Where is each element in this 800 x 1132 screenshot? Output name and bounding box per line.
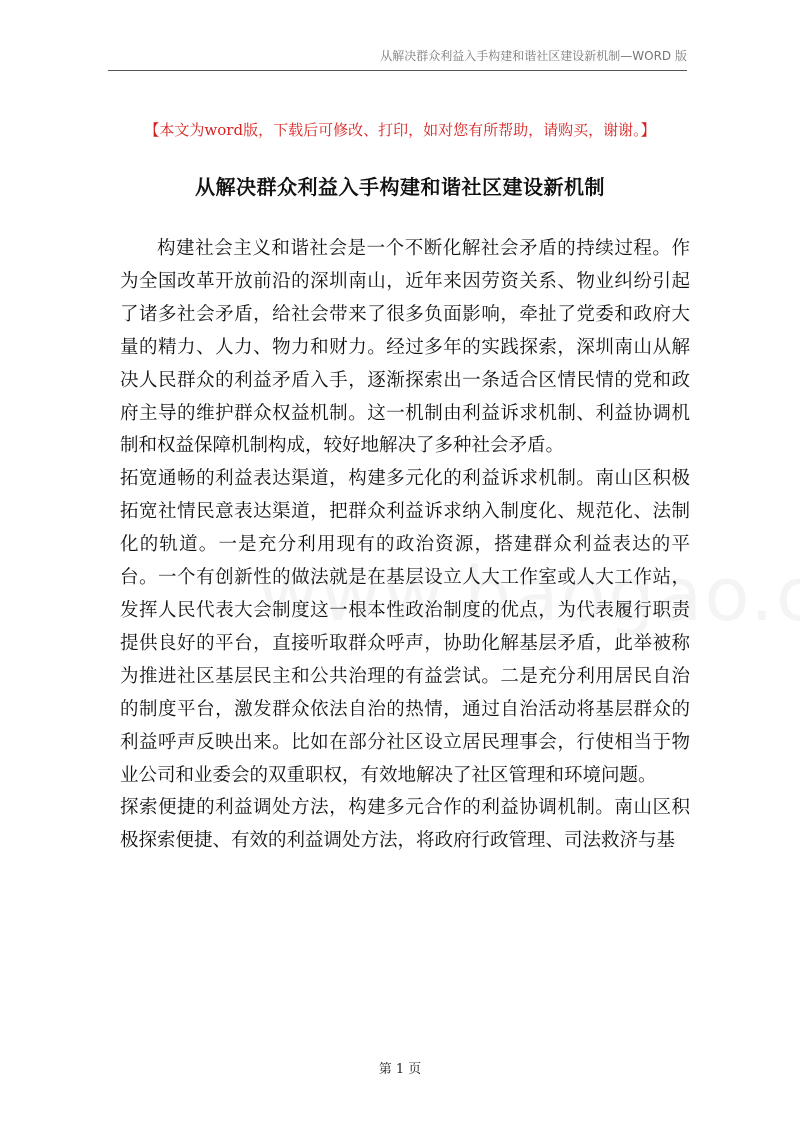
running-header-title: 从解决群众利益入手构建和谐社区建设新机制—WORD 版 bbox=[380, 49, 687, 63]
page-number: 第 1 页 bbox=[378, 1062, 422, 1077]
page-footer bbox=[0, 1058, 800, 1077]
paragraph-intro: 构建社会主义和谐社会是一个不断化解社会矛盾的持续过程。作为全国改革开放前沿的深圳南山，近年来因劳资关系、物业纠纷引起了诸多社会矛盾，给社会带来了很多负面影响，牵扯了党委和政府大量的精力、人力、物力和财力。经过多年的实践探索，深圳南山从解决人民群众的利益矛盾入手，逐渐探索出一条适合区情民情的党和政府主导的维护群众权益机制。这一机制由利益诉求机制、利益协调机制和权益保障机制构成，较好地解决了多种社会矛盾。 bbox=[120, 238, 690, 457]
download-notice: 【本文为word版，下载后可修改、打印，如对您有所帮助，请购买，谢谢。】 bbox=[144, 121, 656, 139]
paragraph-coordination-mechanism: 探索便捷的利益调处方法，构建多元合作的利益协调机制。南山区积极探索便捷、有效的利益调处方法，将政府行政管理、司法救济与基 bbox=[120, 797, 690, 852]
document-title: 从解决群众利益入手构建和谐社区建设新机制 bbox=[195, 175, 605, 199]
paragraph-appeal-mechanism: 拓宽通畅的利益表达渠道，构建多元化的利益诉求机制。南山区积极拓宽社情民意表达渠道，把群众利益诉求纳入制度化、规范化、法制化的轨道。一是充分利用现有的政治资源，搭建群众利益表达的平台。一个有创新性的做法就是在基层设立人大工作室或人大工作站，发挥人民代表大会制度这一根本性政治制度的优点，为代表履行职责提供良好的平台，直接听取群众呼声，协助化解基层矛盾，此举被称为推进社区基层民主和公共治理的有益尝试。二是充分利用居民自治的制度平台，激发群众依法自治的热情，通过自治活动将基层群众的利益呼声反映出来。比如在部分社区设立居民理事会，行使相当于物业公司和业委会的双重职权，有效地解决了社区管理和环境问题。 bbox=[120, 468, 690, 786]
running-header bbox=[108, 46, 687, 71]
document-body bbox=[120, 233, 690, 858]
